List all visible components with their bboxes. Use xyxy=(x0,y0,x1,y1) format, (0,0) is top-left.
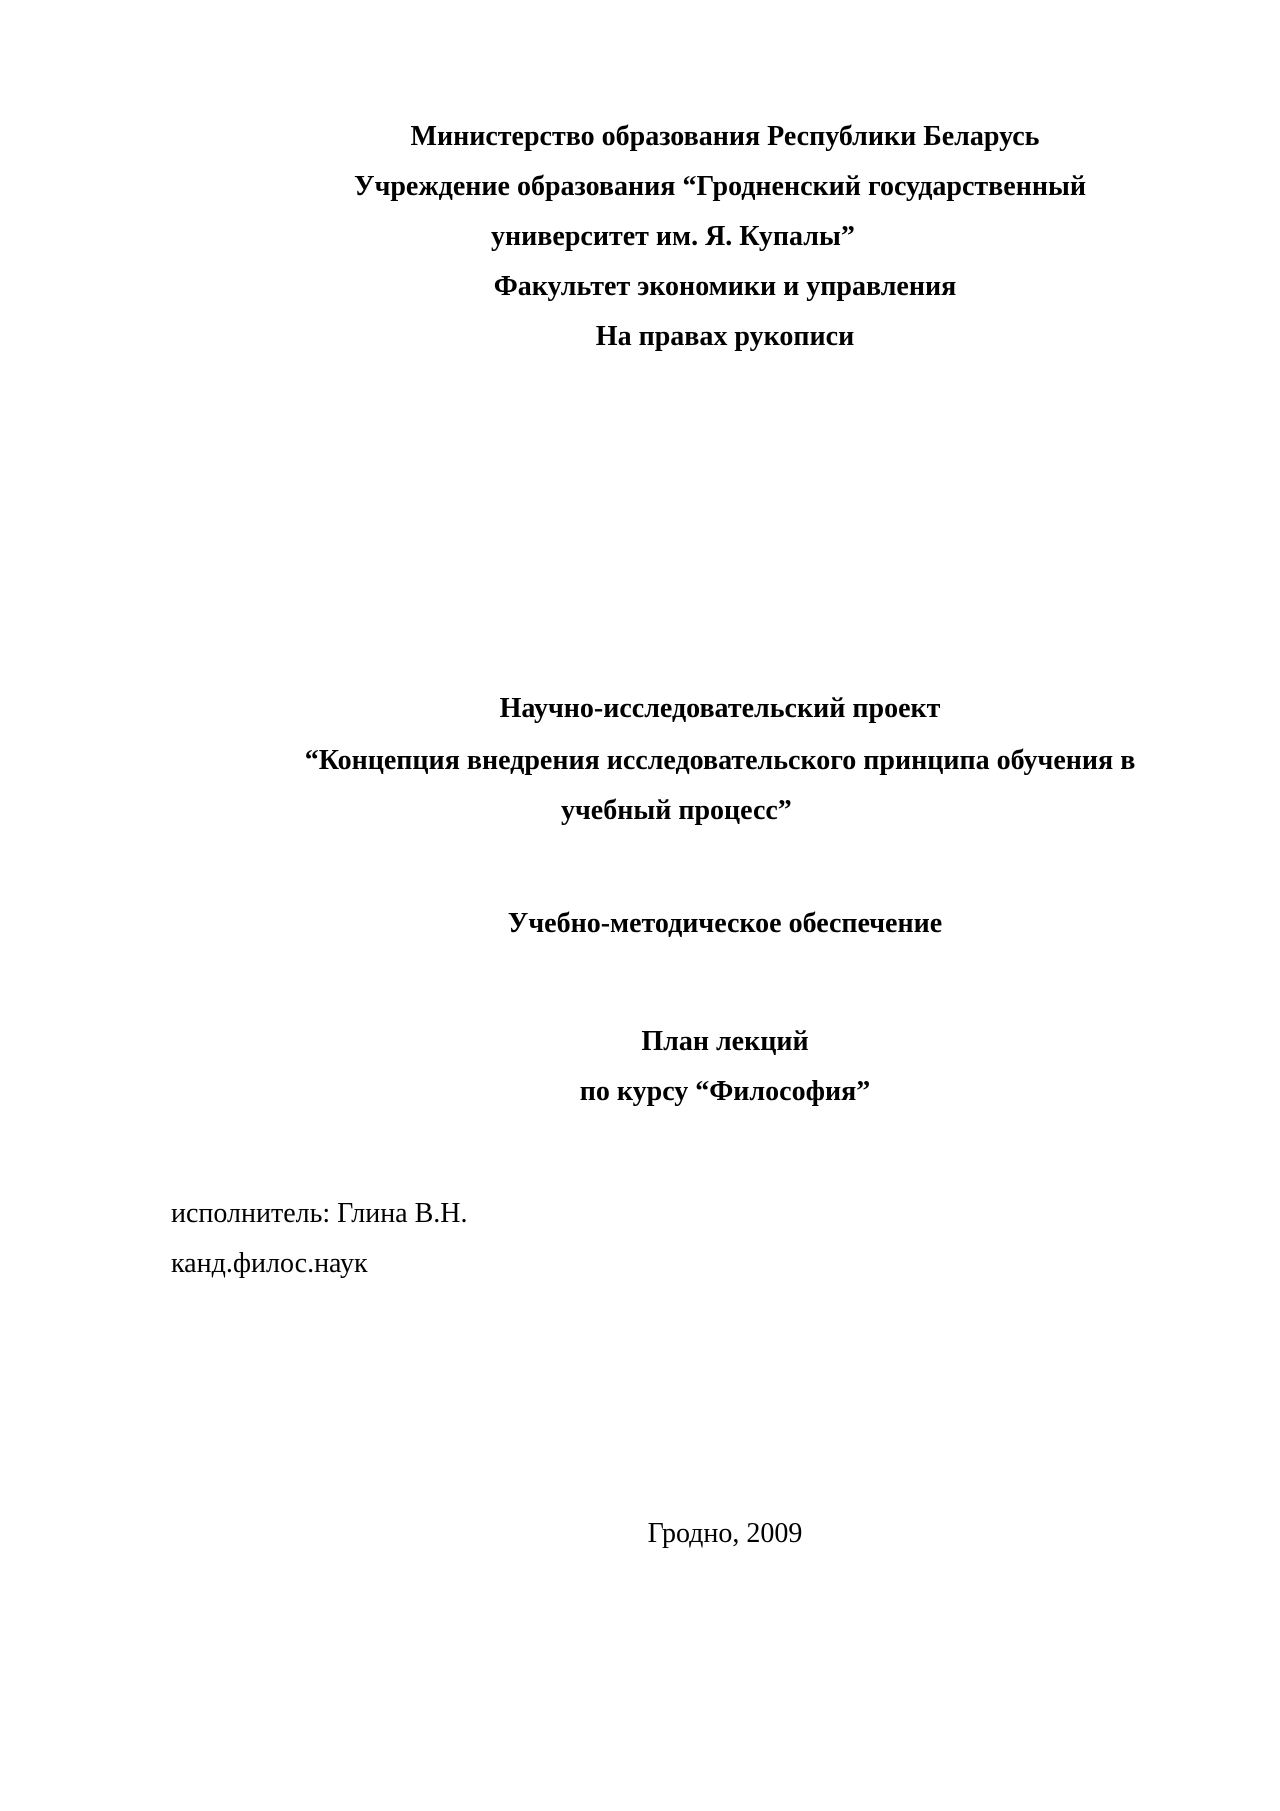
project-type: Научно-исследовательский проект xyxy=(499,693,941,724)
place-year: Гродно, 2009 xyxy=(647,1518,803,1549)
project-title-line-2: учебный процесс” xyxy=(561,795,792,826)
ministry-heading: Министерство образования Республики Беларусь xyxy=(410,121,1040,152)
section-heading: Учебно-методическое обеспечение xyxy=(507,908,943,939)
manuscript-note: На правах рукописи xyxy=(595,321,855,352)
institution-line-2: университет им. Я. Купалы” xyxy=(491,221,855,252)
faculty-name: Факультет экономики и управления xyxy=(493,271,957,302)
author-degree: канд.филос.наук xyxy=(171,1248,368,1279)
project-title-line-1: “Концепция внедрения исследовательского принципа обучения в xyxy=(304,745,1136,776)
institution-line-1: Учреждение образования “Гродненский государственный xyxy=(354,171,1086,202)
author-name: исполнитель: Глина В.Н. xyxy=(171,1198,468,1229)
lecture-plan-title: План лекций xyxy=(641,1026,809,1057)
course-name: по курсу “Философия” xyxy=(579,1076,871,1107)
